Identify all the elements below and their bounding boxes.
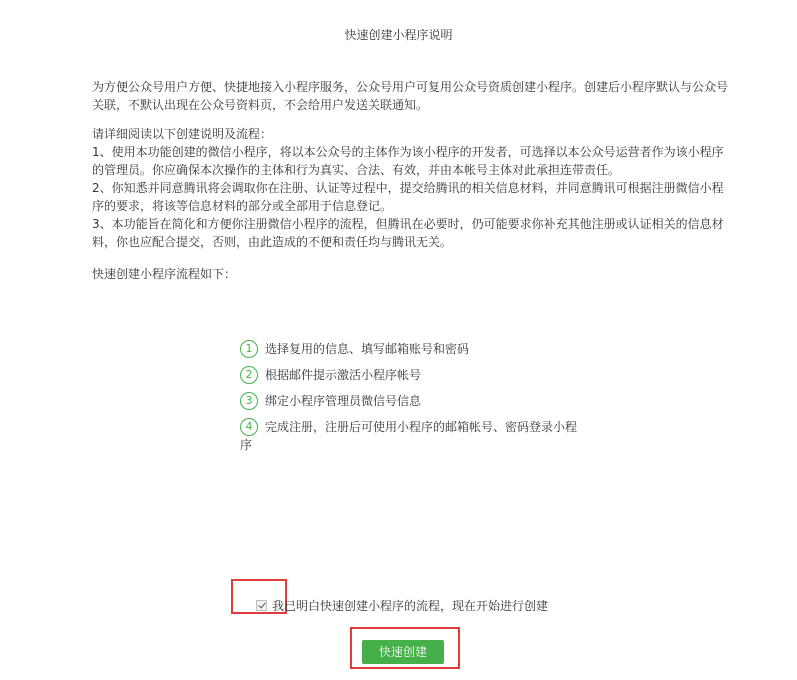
step-text: 绑定小程序管理员微信号信息 bbox=[265, 394, 422, 408]
step-number-circle-icon: 4 bbox=[240, 418, 258, 436]
step-item bbox=[240, 418, 600, 454]
term-2: 2、你知悉并同意腾讯将会调取你在注册、认证等过程中，提交给腾讯的相关信息材料，并同意腾讯可根据注册微信小程序的要求，将该等信息材料的部分或全部用于信息登记。 bbox=[92, 181, 724, 213]
agree-checkbox-row[interactable] bbox=[256, 596, 548, 614]
step-number-circle-icon: 2 bbox=[240, 366, 258, 384]
term-1: 1、使用本功能创建的微信小程序，将以本公众号的主体作为该小程序的开发者，可选择以本公众号运营者作为该小程序的管理员。你应确保本次操作的主体和行为真实、合法、有效，并由本帐号主体对此承担连带责任。 bbox=[92, 145, 724, 177]
quick-create-button[interactable]: 快速创建 bbox=[362, 640, 444, 664]
agree-label: 我已明白快速创建小程序的流程，现在开始进行创建 bbox=[272, 598, 549, 613]
intro-text: 为方便公众号用户方便、快捷地接入小程序服务，公众号用户可复用公众号资质创建小程序。创建后小程序默认与公众号关联，不默认出现在公众号资料页，不会给用户发送关联通知。 bbox=[92, 80, 729, 112]
page-title: 快速创建小程序说明 bbox=[344, 28, 453, 42]
step-number-circle-icon: 1 bbox=[240, 340, 258, 358]
terms-section bbox=[92, 125, 732, 251]
intro-paragraph bbox=[92, 78, 732, 114]
steps-list bbox=[240, 340, 600, 454]
step-text: 完成注册，注册后可使用小程序的邮箱帐号、密码登录小程序 bbox=[240, 420, 578, 452]
agree-checkbox[interactable] bbox=[256, 600, 267, 611]
step-text: 根据邮件提示激活小程序帐号 bbox=[265, 368, 422, 382]
step-item bbox=[240, 392, 600, 418]
step-item bbox=[240, 340, 600, 366]
step-text: 选择复用的信息、填写邮箱账号和密码 bbox=[265, 342, 470, 356]
step-item bbox=[240, 366, 600, 392]
read-prompt: 请详细阅读以下创建说明及流程： bbox=[92, 127, 273, 141]
flow-title: 快速创建小程序流程如下： bbox=[92, 267, 237, 281]
step-number-circle-icon: 3 bbox=[240, 392, 258, 410]
term-3: 3、本功能旨在简化和方便你注册微信小程序的流程，但腾讯在必要时，仍可能要求你补充其他注册或认证相关的信息材料，你也应配合提交，否则，由此造成的不便和责任均与腾讯无关。 bbox=[92, 217, 724, 249]
